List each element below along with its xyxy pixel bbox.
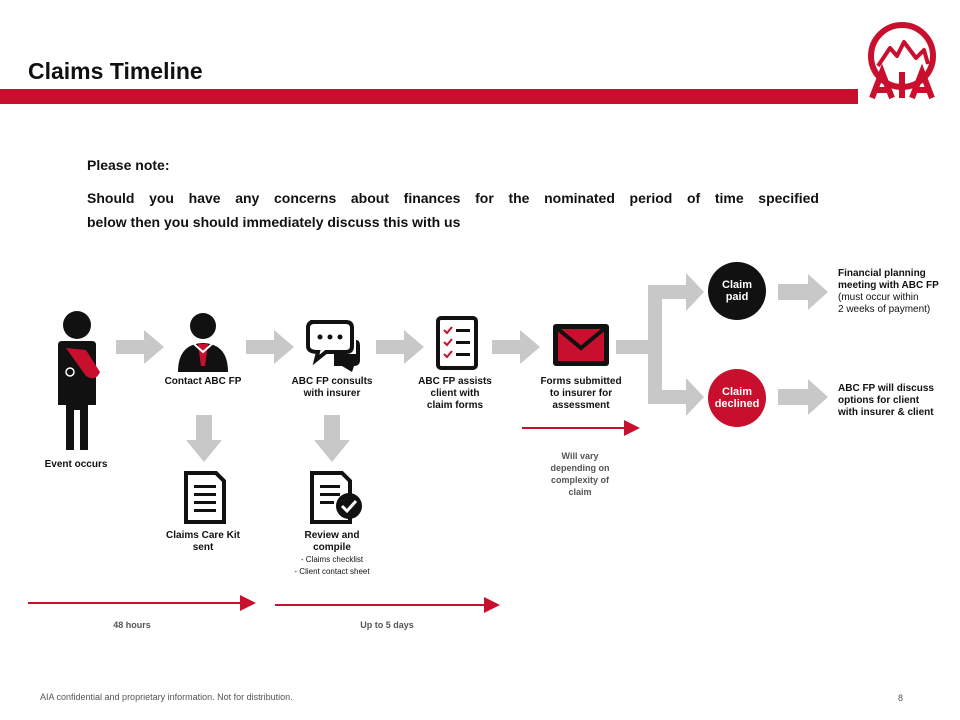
chat-bubbles-icon [308, 322, 360, 372]
label-declined-next-line-1: ABC FP will discuss [838, 383, 934, 394]
label-contact: Contact ABC FP [164, 376, 242, 387]
arrow-declined-next [778, 379, 828, 415]
label-forms-line-3: assessment [552, 400, 610, 411]
arrow-2 [246, 330, 294, 364]
label-forms-line-1: Forms submitted [540, 376, 622, 387]
label-vary-line-4: claim [568, 487, 592, 497]
label-claim-declined [708, 386, 766, 410]
label-assists-line-3: claim forms [426, 400, 484, 411]
label-assists-line-1: ABC FP assists [418, 376, 492, 387]
label-vary-timing [530, 450, 630, 498]
arrow-paid-next [778, 274, 828, 310]
label-vary-line-1: Will vary [561, 451, 599, 461]
document-check-icon [312, 473, 362, 522]
label-claim-paid [708, 279, 766, 303]
label-review-line-1: Review and [304, 530, 360, 541]
arrow-down-1 [186, 415, 222, 462]
label-declined-next-line-3: with insurer & client [838, 407, 934, 418]
label-review [282, 530, 382, 578]
label-review-line-4: - Client contact sheet [294, 567, 370, 576]
arrow-down-2 [314, 415, 350, 462]
label-paid-next [838, 268, 948, 316]
label-paid-next-line-3: (must occur within [838, 292, 919, 303]
document-icon [186, 473, 224, 522]
label-up-to-5-days: Up to 5 days [360, 620, 414, 630]
arrow-4 [492, 330, 540, 364]
arrow-3 [376, 330, 424, 364]
page-title: Claims Timeline [28, 58, 203, 84]
label-declined-next [838, 383, 948, 419]
label-review-line-3: - Claims checklist [300, 555, 364, 564]
note-heading: Please note: [87, 157, 170, 173]
label-claim-declined-line-2: declined [714, 398, 760, 410]
label-paid-next-line-2: meeting with ABC FP [838, 280, 939, 291]
checklist-icon [438, 318, 476, 368]
label-vary-line-2: depending on [550, 463, 610, 473]
label-paid-next-line-1: Financial planning [838, 268, 926, 279]
label-forms [531, 376, 631, 412]
label-consults [282, 376, 382, 400]
envelope-icon [553, 324, 609, 366]
label-claim-paid-line-1: Claim [722, 279, 752, 291]
page-number: 8 [898, 693, 904, 703]
injured-person-icon [58, 311, 100, 450]
advisor-person-icon [178, 313, 228, 372]
label-event-occurs: Event occurs [44, 459, 108, 470]
label-consults-line-2: with insurer [303, 388, 361, 399]
label-paid-next-line-4: 2 weeks of payment) [838, 304, 931, 315]
label-care-kit [158, 530, 248, 554]
label-consults-line-1: ABC FP consults [291, 376, 373, 387]
label-review-line-2: compile [313, 542, 351, 553]
label-claim-declined-line-1: Claim [722, 386, 752, 398]
footer-confidential: AIA confidential and proprietary information. Not for distribution. [40, 692, 293, 702]
label-assists-line-2: client with [430, 388, 480, 399]
label-declined-next-line-2: options for client [838, 395, 920, 406]
label-assists [410, 376, 500, 412]
label-48-hours: 48 hours [113, 620, 151, 630]
label-care-kit-line-1: Claims Care Kit [166, 530, 240, 541]
note-body-line-1: Should you have any concerns about finances for the nominated period of time specified [87, 190, 819, 206]
note-body-line-2: below then you should immediately discuss this with us [87, 214, 461, 230]
label-claim-paid-line-2: paid [725, 291, 749, 303]
label-vary-line-3: complexity of [550, 475, 609, 485]
arrow-1 [116, 330, 164, 364]
label-care-kit-line-2: sent [192, 542, 214, 553]
label-forms-line-2: to insurer for [549, 388, 613, 399]
